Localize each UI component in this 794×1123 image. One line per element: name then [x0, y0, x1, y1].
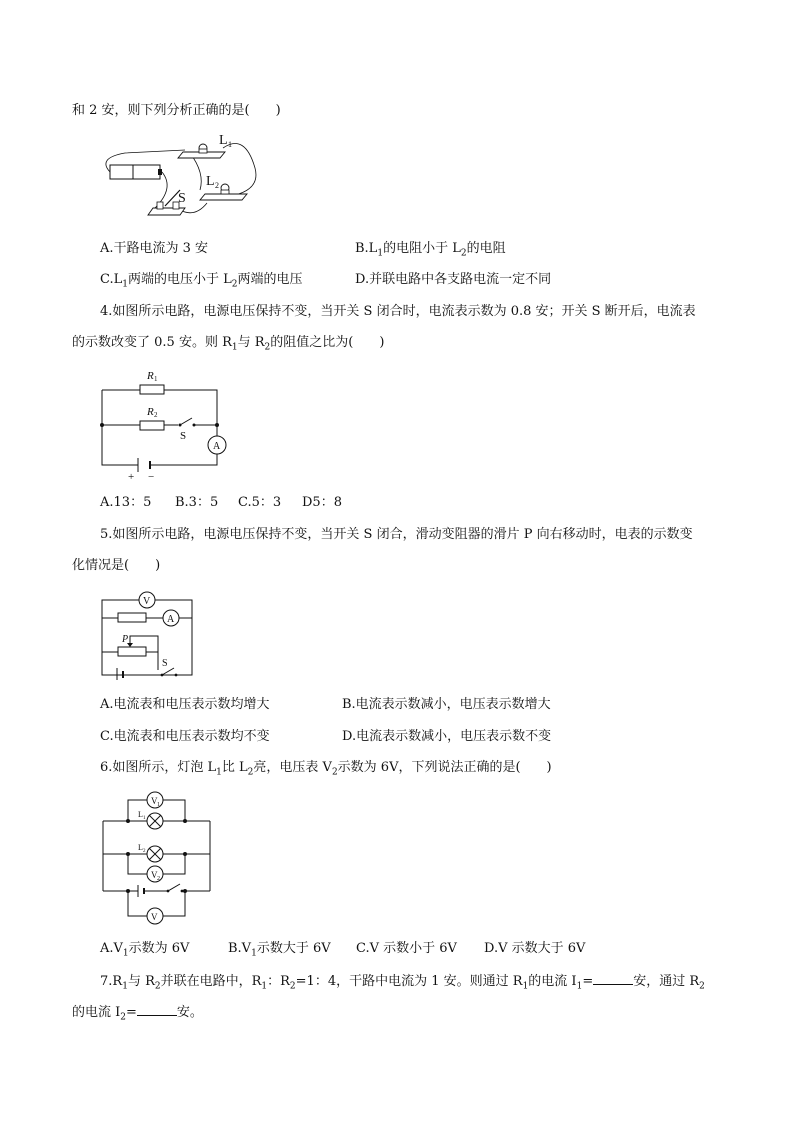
q6-option-c: C.V 示数小于 6V [356, 941, 457, 956]
q6-label-l2-sub: 2 [143, 849, 146, 854]
q3-label-l1: L [219, 133, 228, 148]
q6-label-v2-sub: 2 [157, 876, 160, 882]
q3-label-s: S [178, 191, 186, 206]
q3-label-l2: L [206, 174, 215, 189]
q3-label-l1-sub: 1 [228, 140, 232, 149]
q4-option-c: C.5：3 [238, 495, 282, 510]
q6-option-b: $B.V_1$示数大于 6V [228, 941, 331, 959]
q5-option-a: A.电流表和电压表示数均增大 [100, 697, 270, 712]
q4-option-d: D5：8 [302, 495, 342, 510]
q7-answer-blank-i1[interactable] [593, 972, 633, 985]
q5-stem-line1: 5.如图所示电路，电源电压保持不变，当开关 S 闭合，滑动变阻器的滑片 P 向右移动时，电表的示数变 [100, 527, 693, 542]
q6-label-v2: V [151, 870, 158, 880]
q5-option-c: C.电流表和电压表示数均不变 [100, 729, 270, 744]
q6-label-l1: L [138, 810, 143, 819]
q5-label-voltmeter: V [143, 596, 151, 607]
q4-option-a: A.13：5 [100, 495, 152, 510]
q4-label-s: S [180, 430, 187, 442]
q6-label-l1-sub: 1 [143, 816, 146, 821]
q5-option-b: B.电流表示数减小，电压表示数增大 [342, 697, 551, 712]
q4-label-r1: R [147, 370, 154, 382]
q6-circuit-figure [100, 788, 215, 928]
q6-option-a: $A.V_1$示数为 6V [100, 941, 190, 959]
q4-label-plus: + [128, 471, 135, 483]
q5-stem-line2: 化情况是( ) [72, 558, 161, 573]
q4-label-r2: R [147, 406, 154, 418]
q6-option-d: D.V 示数大于 6V [484, 941, 586, 956]
q6-label-v1-sub: 1 [157, 802, 160, 808]
q6-label-v1: V [151, 796, 158, 806]
q4-stem-line1: 4.如图所示电路，电源电压保持不变，当开关 S 闭合时，电流表示数为 0.8 安；开关 S 断开后，电流表 [100, 304, 696, 319]
q4-label-r2-sub: 2 [154, 411, 158, 419]
q3-option-b: $B.L_1$的电阻小于 $L_2$的电阻 [355, 241, 506, 259]
q7-stem-line2: 的电流 $I_2=$ 安。 [72, 1005, 203, 1023]
q5-label-p: P [122, 634, 129, 645]
q4-label-ammeter: A [213, 441, 221, 452]
q4-stem-line2: 的示数改变了 0.5 安。则 $R_1$与 $R_2$的阻值之比为( ) [72, 335, 385, 353]
q5-label-ammeter: A [167, 614, 175, 625]
q5-label-s: S [162, 658, 168, 669]
q7-stem-line1: $7.R_1$与 $R_2$并联在电路中，$R_1$：$R_2=1$：4，干路中电流为 1 安。则通过 $R_1$的电流 $I_1=$ 安，通过 $R_2$ [100, 974, 705, 992]
q6-label-v: V [151, 912, 158, 922]
q6-label-l2: L [138, 843, 143, 852]
q3-stem-tail: 和 2 安，则下列分析正确的是( ) [72, 103, 281, 118]
q5-circuit-figure [100, 588, 200, 683]
q6-stem-line1: 6.如图所示，灯泡 $L_1$比 $L_2$亮，电压表 $V_2$示数为 6V，下列说法正确的是( ) [100, 760, 552, 778]
q3-label-l2-sub: 2 [215, 181, 219, 190]
q7-answer-blank-i2[interactable] [137, 1003, 177, 1016]
q4-label-minus: − [148, 471, 155, 483]
q3-option-a: A.干路电流为 3 安 [100, 241, 209, 256]
q5-option-d: D.电流表示数减小，电压表示数不变 [342, 729, 552, 744]
q3-option-d: D.并联电路中各支路电流一定不同 [355, 272, 552, 287]
q4-circuit-figure [100, 362, 235, 482]
q3-option-c: $C.L_1$两端的电压小于 $L_2$两端的电压 [100, 272, 303, 290]
q4-option-b: B.3：5 [175, 495, 219, 510]
q4-label-r1-sub: 1 [154, 375, 158, 383]
q3-circuit-figure [95, 128, 275, 228]
